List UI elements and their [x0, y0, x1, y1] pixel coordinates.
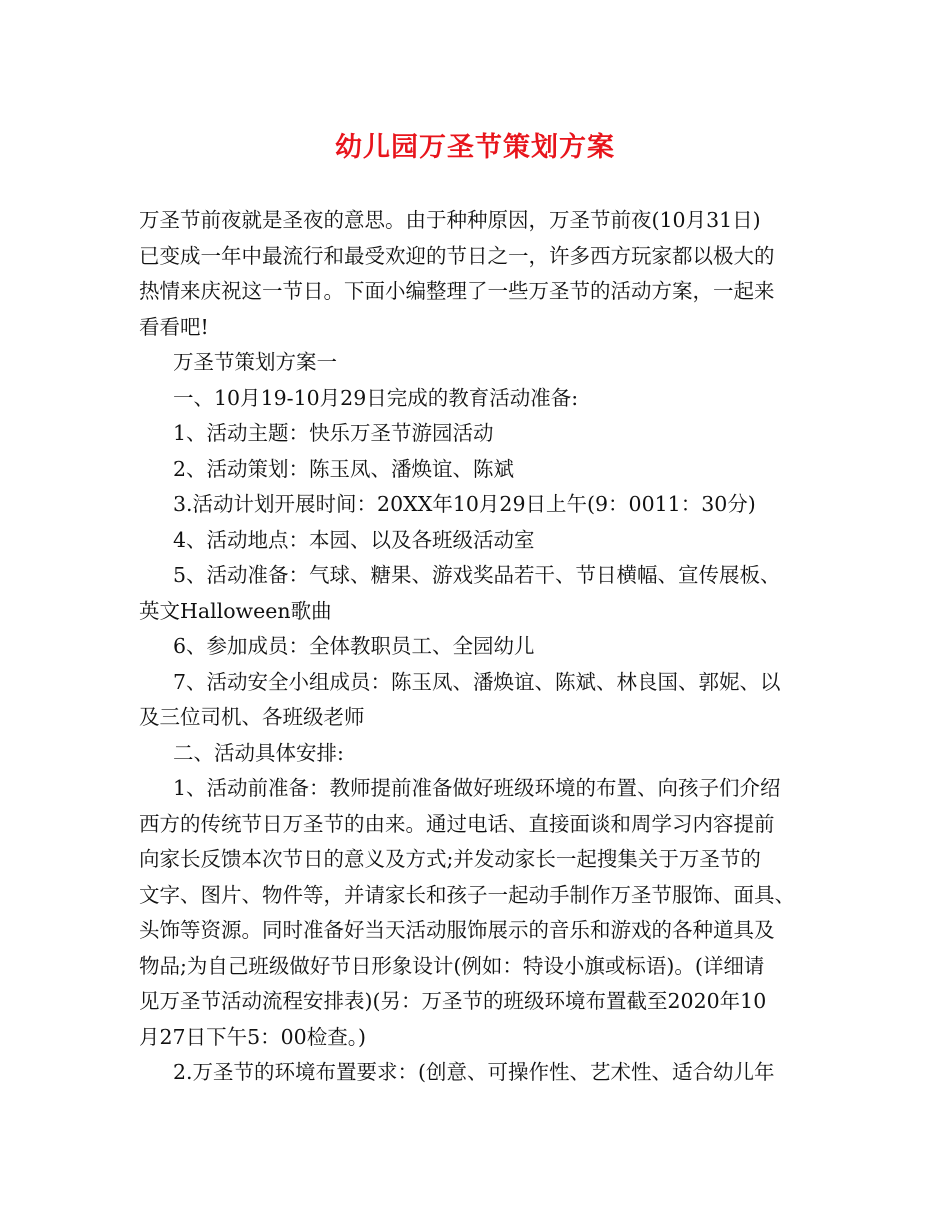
paragraph-line: 物品;为自己班级做好节日形象设计(例如：特设小旗或标语)。(详细请: [139, 953, 765, 978]
paragraph-line: 英文Halloween歌曲: [139, 598, 332, 623]
paragraph-line: 头饰等资源。同时准备好当天活动服饰展示的音乐和游戏的各种道具及: [139, 918, 775, 942]
paragraph-line: 4、活动地点：本园、以及各班级活动室: [173, 527, 535, 552]
paragraph-line: 二、活动具体安排:: [173, 740, 344, 765]
paragraph-line: 万圣节前夜就是圣夜的意思。由于种种原因，万圣节前夜(10月31日): [139, 208, 761, 232]
paragraph-line: 1、活动主题：快乐万圣节游园活动: [173, 421, 494, 445]
paragraph-line: 向家长反馈本次节日的意义及方式;并发动家长一起搜集关于万圣节的: [139, 847, 761, 871]
paragraph-line: 万圣节策划方案一: [173, 350, 337, 374]
paragraph-line: 见万圣节活动流程安排表)(另：万圣节的班级环境布置截至2020年10: [139, 989, 767, 1013]
paragraph-line: 6、参加成员：全体教职员工、全园幼儿: [173, 634, 535, 658]
paragraph-line: 一、10月19-10月29日完成的教育活动准备:: [173, 385, 579, 410]
paragraph-line: 3.活动计划开展时间：20XX年10月29日上午(9：0011：30分): [173, 492, 756, 516]
paragraph-line: 7、活动安全小组成员：陈玉凤、潘焕谊、陈斌、林良国、郭妮、以: [173, 669, 781, 694]
document-body: [139, 203, 819, 1091]
paragraph-line: 西方的传统节日万圣节的由来。通过电话、直接面谈和周学习内容提前: [139, 811, 775, 836]
paragraph-line: 2、活动策划：陈玉凤、潘焕谊、陈斌: [173, 456, 515, 481]
paragraph-line: 已变成一年中最流行和最受欢迎的节日之一，许多西方玩家都以极大的: [139, 243, 775, 268]
paragraph-line: 文字、图片、物件等，并请家长和孩子一起动手制作万圣节服饰、面具、: [139, 882, 795, 907]
paragraph-line: 2.万圣节的环境布置要求：(创意、可操作性、艺术性、适合幼儿年: [173, 1060, 775, 1084]
paragraph-line: 月27日下午5：00检查。): [139, 1024, 366, 1049]
paragraph-line: 热情来庆祝这一节日。下面小编整理了一些万圣节的活动方案，一起来: [139, 279, 775, 303]
paragraph-line: 及三位司机、各班级老师: [139, 705, 365, 729]
paragraph-line: 5、活动准备：气球、糖果、游戏奖品若干、节日横幅、宣传展板、: [173, 563, 781, 587]
document-title: 幼儿园万圣节策划方案: [335, 132, 615, 163]
paragraph-line: 看看吧!: [139, 314, 209, 339]
paragraph-line: 1、活动前准备：教师提前准备做好班级环境的布置、向孩子们介绍: [173, 776, 781, 800]
